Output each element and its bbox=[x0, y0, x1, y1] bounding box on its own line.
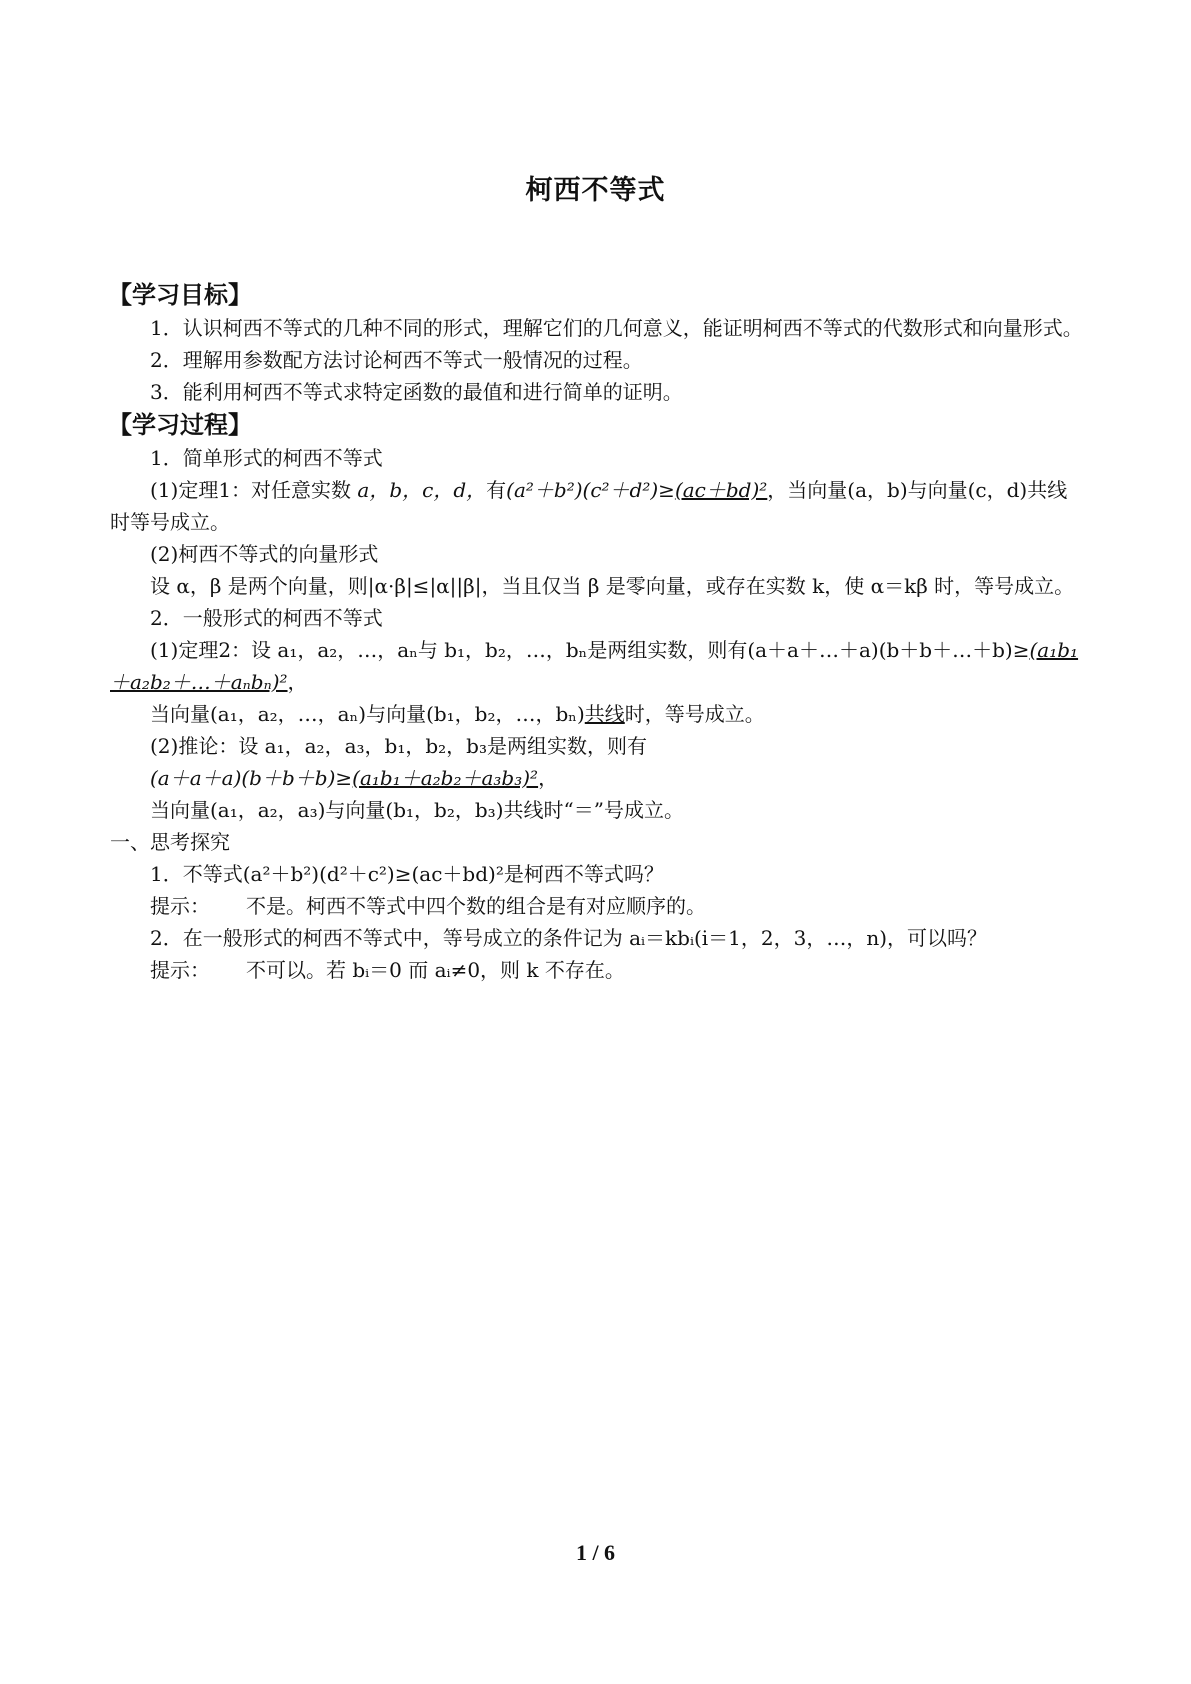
theorem1-label: (1)定理1：对任意实数 bbox=[150, 478, 352, 502]
page-number: 1 / 6 bbox=[575, 1540, 616, 1565]
explore-question-2: 2．在一般形式的柯西不等式中，等号成立的条件记为 aᵢ＝kbᵢ(i＝1，2，3，…，n)，可以吗？ bbox=[150, 926, 988, 950]
objectives-heading: 【学习目标】 bbox=[108, 281, 252, 309]
process-heading: 【学习过程】 bbox=[108, 411, 252, 439]
theorem2-cond-underlined: 共线 bbox=[584, 702, 625, 726]
vector-form-title: (2)柯西不等式的向量形式 bbox=[150, 542, 379, 566]
theorem1-vars: a，b，c，d， bbox=[351, 478, 487, 502]
theorem2-cond-a: 当向量(a₁，a₂，…，aₙ)与向量(b₁，b₂，…，bₙ) bbox=[150, 702, 585, 726]
corollary-end: ， bbox=[538, 766, 559, 790]
theorem1 bbox=[110, 474, 1085, 538]
hint-label: 提示： bbox=[150, 894, 210, 918]
theorem1-tail: ，当向量(a，b)与向量(c，d)共线时等号成立。 bbox=[110, 478, 1068, 534]
theorem2-condition bbox=[110, 698, 1085, 730]
objective-item-2: 2．理解用参数配方法讨论柯西不等式一般情况的过程。 bbox=[150, 348, 643, 372]
corollary-title: (2)推论：设 a₁，a₂，a₃，b₁，b₂，b₃是两组实数，则有 bbox=[150, 734, 647, 758]
hint-text: 不可以。若 bᵢ＝0 而 aᵢ≠0，则 k 不存在。 bbox=[246, 958, 625, 982]
vector-form-text: 设 α，β 是两个向量，则|α·β|≤|α||β|，当且仅当 β 是零向量，或存在实数 k，使 α＝kβ 时，等号成立。 bbox=[150, 574, 1075, 598]
part2-title: 2．一般形式的柯西不等式 bbox=[150, 606, 383, 630]
theorem2-rhs: (a₁b₁＋a₂b₂＋…＋aₙbₙ)² bbox=[110, 638, 1079, 694]
corollary-rhs: (a₁b₁＋a₂b₂＋a₃b₃)² bbox=[352, 766, 539, 790]
explore-heading: 一、思考探究 bbox=[110, 830, 230, 854]
corollary-condition: 当向量(a₁，a₂，a₃)与向量(b₁，b₂，b₃)共线时“＝”号成立。 bbox=[150, 798, 684, 822]
theorem2-text: (1)定理2：设 a₁，a₂，…，aₙ与 b₁，b₂，…，bₙ是两组实数，则有(a＋a＋…＋a)(b＋b＋…＋b)≥ bbox=[150, 638, 1030, 662]
explore-answer-1 bbox=[110, 890, 1085, 922]
explore-question-1: 1．不等式(a²＋b²)(d²＋c²)≥(ac＋bd)²是柯西不等式吗？ bbox=[150, 862, 664, 886]
theorem1-lhs: (a²＋b²)(c²＋d²)≥ bbox=[506, 478, 675, 502]
theorem2-end: ， bbox=[287, 670, 308, 694]
explore-answer-2 bbox=[110, 954, 1085, 986]
theorem1-have: 有 bbox=[486, 478, 507, 502]
theorem1-rhs: (ac＋bd)² bbox=[674, 478, 768, 502]
document-title: 柯西不等式 bbox=[525, 175, 666, 206]
corollary-lhs: (a＋a＋a)(b＋b＋b)≥ bbox=[150, 766, 353, 790]
corollary-formula bbox=[110, 762, 1085, 794]
document-body bbox=[110, 278, 1085, 986]
theorem2-cond-b: 时，等号成立。 bbox=[624, 702, 765, 726]
part1-title: 1．简单形式的柯西不等式 bbox=[150, 446, 383, 470]
hint-label: 提示： bbox=[150, 958, 210, 982]
theorem2 bbox=[110, 634, 1085, 698]
objective-item-3: 3．能利用柯西不等式求特定函数的最值和进行简单的证明。 bbox=[150, 380, 683, 404]
objective-item-1: 1．认识柯西不等式的几种不同的形式，理解它们的几何意义，能证明柯西不等式的代数形式和向量形式。 bbox=[150, 316, 1083, 340]
hint-text: 不是。柯西不等式中四个数的组合是有对应顺序的。 bbox=[246, 894, 706, 918]
